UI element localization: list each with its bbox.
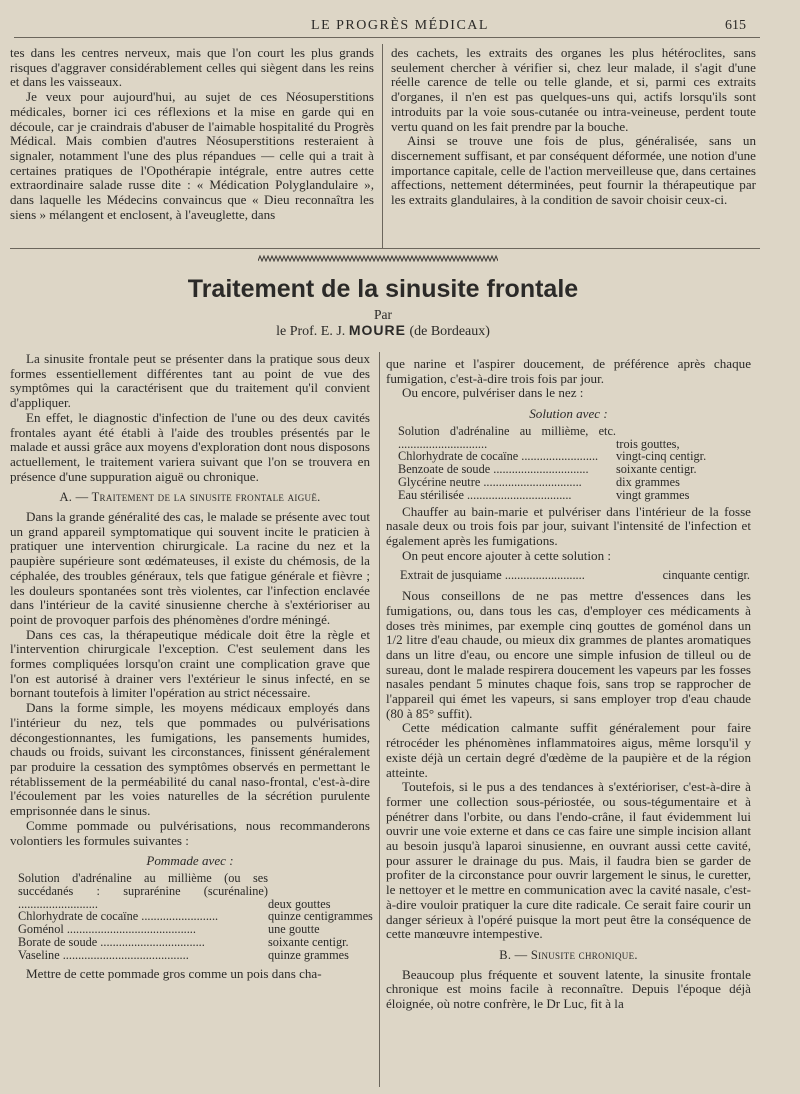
paragraph: Je veux pour aujourd'hui, au sujet de ces Néosuperstitions médicales, borner ici ces réflexions et la mise en garde qui en découle, car je craindrais d'abuser de l'aimable hospitalité du Progrès Médical. Mais combien d'autres Néosuperstitions resteraient à signaler, notamment l'une des plus répandues — celle qui a trait à certaines pratiques de l'Opothérapie intégrale, entre autres cette extraordinaire salade russe dite : « Médication Polyglandulaire », dans laquelle les Médecins convaincus que « Dieu reconnaîtra les siens » mélangent et enclosent, à l'aveuglette, dans bbox=[10, 89, 374, 222]
formula-dose: trois gouttes, bbox=[616, 436, 680, 451]
author-affiliation: (de Bordeaux) bbox=[409, 324, 490, 339]
previous-article-right-column bbox=[391, 46, 756, 208]
paragraph: Dans la forme simple, les moyens médicaux employés dans l'intérieur du nez, tels que pommades ou pulvérisations décongestionnantes, les fumigations, les pansements humides, chauds ou froids, suivant les circonstances, finissent généralement par produire la cessation des symptômes observés en permettant le rétablissement de la perméabilité du canal naso-frontal, c'est-à-dire l'écoulement par les voies naturelles de la sécrétion purulente emprisonnée dans le sinus. bbox=[10, 700, 370, 819]
section-heading-a: A. — Traitement de la sinusite frontale aiguë. bbox=[59, 490, 321, 505]
page-number: 615 bbox=[725, 18, 746, 33]
formula-dose: soixante centigr. bbox=[268, 934, 349, 949]
paragraph: Dans la grande généralité des cas, le malade se présente avec tout un grand appareil symptomatique qui souvent incite le praticien à pratiquer une intervention chirurgicale. La racine du nez et la paupière supérieure sont œdémateuses, il existe du chémosis, de la céphalée, des troubles généraux, tels que fatigue générale et fièvre ; les douleurs spontanées sont très violentes, car l'infection enclavée dans l'intérieur de la cavité sinusienne cherche à s'extérioriser au point de provoquer parfois des phénomènes d'ordre méningé. bbox=[10, 509, 370, 627]
formula-dose: quinze grammes bbox=[268, 947, 349, 962]
formula-ingredient: Eau stérilisée .................................. bbox=[398, 488, 572, 502]
paragraph: La sinusite frontale peut se présenter dans la pratique sous deux formes essentiellement différentes tant au point de vue des symptômes qui la caractérisent que du traitement qu'il convient d'appliquer. bbox=[10, 351, 370, 411]
formula-ingredient: Benzoate de soude ............................... bbox=[398, 463, 589, 476]
paragraph: Dans ces cas, la thérapeutique médicale doit être la règle et l'intervention chirurgicale l'exception. C'est seulement dans les formes compliquées lorsqu'on craint une complication grave que l'on est autorisé à drainer vers l'extérieur le sinus infecté, en se bornant toutefois à limiter l'opération au strict nécessaire. bbox=[10, 626, 370, 701]
article-left-column bbox=[10, 351, 373, 982]
paragraph: Beaucoup plus fréquente et souvent latente, la sinusite frontale chronique est moins facile à reconnaître. Depuis l'époque déjà éloignée, où notre confrère, le Dr Luc, fit à la bbox=[386, 966, 751, 1012]
journal-title: LE PROGRÈS MÉDICAL bbox=[311, 18, 489, 33]
formula-dose: vingt-cinq centigr. bbox=[616, 449, 707, 464]
paragraph: des cachets, les extraits des organes les plus hétéroclites, sans seulement chercher à vérifier si, chez leur malade, il s'agit d'une réelle carence de telle ou telle glande, et si, parmi ces extraits d'organes, il n'en est pas quelques-uns qui, actifs lorsqu'ils sont introduits par la voie sous-cutanée ou intra-veineuse, perdent toute vertu quand on les fait prendre par la bouche. bbox=[391, 45, 756, 134]
article-title: Traitement de la sinusite frontale bbox=[187, 275, 579, 303]
previous-article-left-column bbox=[10, 46, 374, 222]
paragraph: Comme pommade ou pulvérisations, nous recommanderons volontiers les formules suivantes : bbox=[10, 817, 370, 848]
formula-title: Pommade avec : bbox=[146, 853, 234, 869]
running-header bbox=[0, 16, 800, 38]
formula-ingredient: Chlorhydrate de cocaïne ......................... bbox=[18, 910, 219, 924]
formula-dose: deux gouttes bbox=[268, 896, 331, 911]
author-line bbox=[0, 322, 766, 340]
formula-dose: vingt grammes bbox=[616, 487, 690, 502]
by-line: Par bbox=[374, 307, 392, 322]
formula-ingredient: Glycérine neutre ................................ bbox=[398, 476, 582, 489]
formula-dose: soixante centigr. bbox=[616, 462, 697, 477]
formula-title: Solution avec : bbox=[529, 406, 608, 422]
formula-ingredient: Solution d'adrénaline au millième (ou ses succédanés : suprarénine (scurénaline) .......................... bbox=[18, 871, 268, 911]
paragraph: Mettre de cette pommade gros comme un pois dans cha- bbox=[26, 966, 322, 982]
additional-ingredient bbox=[400, 568, 751, 583]
formula-ingredient: Chlorhydrate de cocaïne ......................... bbox=[398, 450, 599, 464]
paragraph: Ainsi se trouve une fois de plus, généralisée, sans un discernement suffisant, et par conséquent déformée, une notion d'une importance capitale, celle de l'action merveilleuse que, dans certaines affections, nettement déterminées, peut fournir la thérapeutique par les extraits glandulaires, à la condition de savoir choisir ceux-ci. bbox=[391, 133, 756, 208]
formula-ingredient: Borate de soude .................................. bbox=[18, 935, 205, 949]
paragraph: Ou encore, pulvériser dans le nez : bbox=[402, 385, 584, 401]
paragraph: On peut encore ajouter à cette solution : bbox=[402, 547, 612, 563]
ornamental-divider bbox=[258, 255, 498, 262]
section-rule bbox=[10, 248, 760, 249]
formula-dose: quinze centigrammes bbox=[268, 909, 373, 924]
paragraph: Chauffer au bain-marie et pulvériser dans l'intérieur de la fosse nasale deux ou trois fois par jour, suivant l'intensité de l'infection et également après les fumigations. bbox=[386, 503, 751, 548]
formula-dose: cinquante centigr. bbox=[662, 568, 750, 583]
paragraph: Nous conseillons de ne pas mettre d'essences dans les fumigations, ou, dans tous les cas, d'employer ces médicaments à doses très minimes, par exemple cinq gouttes de goménol dans un 1/2 litre d'eau chaude, ou mieux dix grammes de plantes aromatiques dans un litre d'eau, ou encore une simple infusion de tilleul ou de sureau, dont le malade respirera doucement les vapeurs par les fosses nasales pendant 5 minutes chaque fois, sans trop se rapprocher de l'appareil qui émet les vapeurs, si sans employer trop d'eau chaude (80 à 85° suffit). bbox=[386, 588, 751, 721]
paragraph: Toutefois, si le pus a des tendances à s'extérioriser, c'est-à-dire à former une collection sous-périostée, ou sous-tégumentaire et à pénétrer dans l'orbite, ou dans l'endo-crâne, il faut évidemment lui ouvrir une voie externe et dans ce cas faire une simple incision allant au besoin jusqu'à laparoi sinusienne, en ouvrant aussi cette cavité, pour assurer le drainage du pus. Mais, il faudra bien se garder de profiter de la circonstance pour ouvrir largement le sinus, le curetter, le nettoyer et le mettre en communication avec la cavité nasale, c'est-à-dire vouloir pratiquer la cure dite radicale. Ce serait faire courir un danger sérieux à l'opéré puisque la mort peut être la conséquence de cette manœuvre intempestive. bbox=[386, 779, 751, 942]
header-rule bbox=[14, 37, 760, 38]
paragraph: que narine et l'aspirer doucement, de préférence après chaque fumigation, c'est-à-dire trois fois par jour. bbox=[386, 356, 751, 386]
ointment-formula bbox=[18, 871, 373, 962]
spray-formula bbox=[398, 425, 751, 502]
author-name: MOURE bbox=[348, 322, 406, 338]
paragraph: En effet, le diagnostic d'infection de l'une ou des deux cavités frontales ayant été établi à l'aide des troubles présentés par le malade et aussi grâce aux moyens d'exploration dont nous disposons actuellement, le traitement variera suivant que l'on se trouvera en présence d'une suppuration aiguë ou chronique. bbox=[10, 409, 370, 484]
formula-ingredient: Solution d'adrénaline au millième, etc. ............................. bbox=[398, 424, 616, 451]
paragraph: tes dans les centres nerveux, mais que l'on court les plus grands risques d'aggraver considérablement celles qui siègent dans les reins et dans les vaisseaux. bbox=[10, 45, 374, 90]
formula-dose: dix grammes bbox=[616, 475, 680, 489]
formula-dose: une goutte bbox=[268, 922, 320, 937]
formula-ingredient: Vaseline ......................................... bbox=[18, 948, 189, 962]
formula-ingredient: Goménol .......................................... bbox=[18, 923, 196, 936]
author-prefix: le Prof. E. J. bbox=[276, 324, 346, 339]
article-right-column bbox=[386, 357, 751, 1012]
section-heading-b: B. — Sinusite chronique. bbox=[499, 947, 638, 962]
formula-ingredient: Extrait de jusquiame .......................... bbox=[400, 568, 585, 583]
column-divider bbox=[379, 352, 380, 1087]
paragraph: Cette médication calmante suffit généralement pour faire rétrocéder les phénomènes inflammatoires aigus, même lorsqu'il y existe déjà un certain degré d'œdème de la paupière et de la région atteinte. bbox=[386, 720, 751, 780]
column-divider bbox=[382, 44, 383, 248]
